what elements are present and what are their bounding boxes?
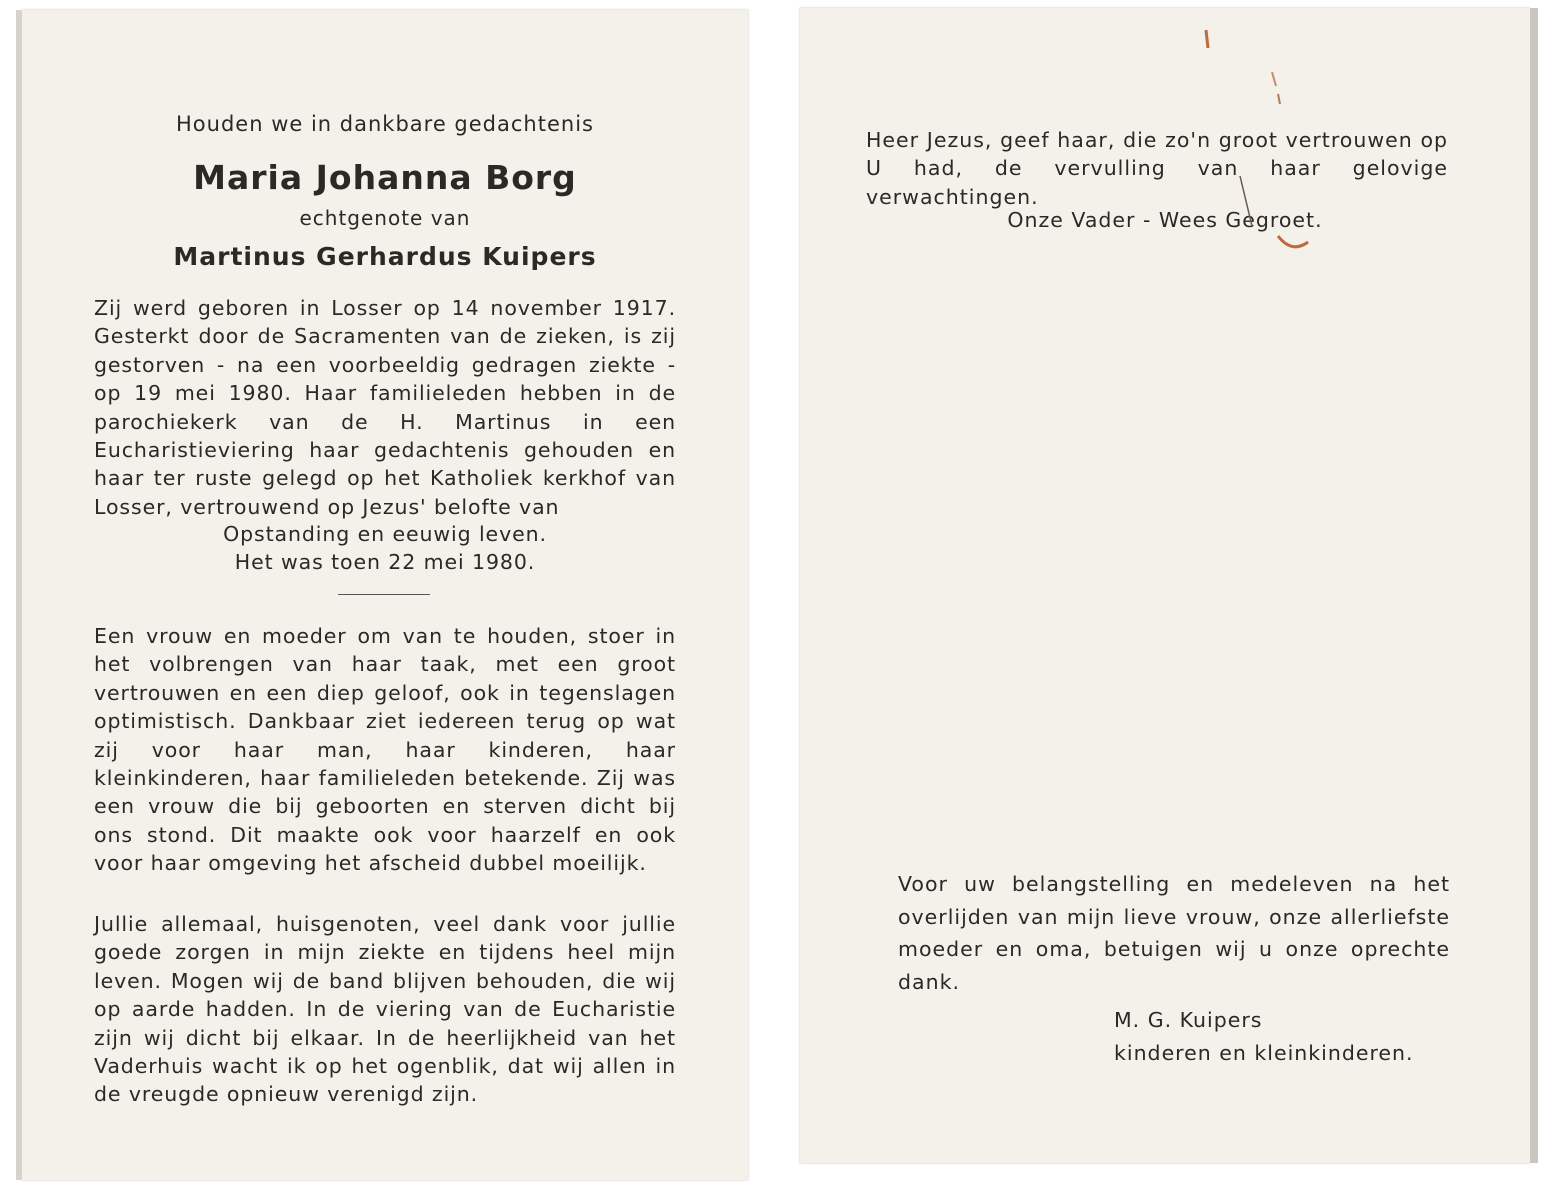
prayer-closing: Onze Vader - Wees Gegroet. [1007, 208, 1323, 232]
memorial-card-back [800, 8, 1530, 1163]
biography-closing-line-1: Opstanding en eeuwig leven. [223, 522, 547, 546]
spouse-name: Martinus Gerhardus Kuipers [173, 242, 597, 271]
deceased-name: Maria Johanna Borg [193, 158, 577, 197]
farewell-paragraph: Jullie allemaal, huisgenoten, veel dank voor jullie goede zorgen in mijn ziekte en tijdens heel mijn leven. Mogen wij de band blijven behouden, die wij op aarde hadden. In de viering van de Eucharistie zijn wij dicht bij elkaar. In de heerlijkheid van het Vaderhuis wacht ik op het ogenblik, dat wij allen in de vreugde opnieuw verenigd zijn. [94, 912, 676, 1107]
thanks-text: Voor uw belangstelling en medeleven na het overlijden van mijn lieve vrouw, onze allerliefste moeder en oma, betuigen wij u onze oprechte dank. [898, 872, 1450, 994]
prayer-text: Heer Jezus, geef haar, die zo'n groot vertrouwen op U had, de vervulling van haar gelovige verwachtingen. [866, 128, 1448, 209]
tribute-paragraph: Een vrouw en moeder om van te houden, stoer in het volbrengen van haar taak, met een groot vertrouwen en een diep geloof, ook in tegenslagen optimistisch. Dankbaar ziet iedereen terug op wat zij voor haar man, haar kinderen, haar kleinkinderen, haar familieleden betekende. Zij was een vrouw die bij geboorten en sterven dicht bij ons stond. Dit maakte ook voor haarzelf en ook voor haar omgeving het afscheid dubbel moeilijk. [94, 624, 676, 876]
signature-family: kinderen en kleinkinderen. [1114, 1041, 1414, 1065]
spouse-label: echtgenote van [299, 206, 471, 230]
biography-paragraph: Zij werd geboren in Losser op 14 november 1917. Gesterkt door de Sacramenten van de zieken, is zij gestorven - na een voorbeeldig gedragen ziekte - op 19 mei 1980. Haar familieleden hebben in de parochiekerk van de H. Martinus in een Eucharistieviering haar gedachtenis gehouden en haar ter ruste gelegd op het Katholiek kerkhof van Losser, vertrouwend op Jezus' belofte van [94, 296, 676, 519]
biography-closing-line-2: Het was toen 22 mei 1980. [234, 550, 536, 575]
intro-line: Houden we in dankbare gedachtenis [176, 112, 594, 136]
section-divider [338, 594, 430, 595]
signature-name: M. G. Kuipers [1114, 1008, 1263, 1032]
ink-stain-marks [1180, 8, 1320, 268]
biography-closing [22, 520, 748, 577]
memorial-card-front [22, 10, 748, 1180]
